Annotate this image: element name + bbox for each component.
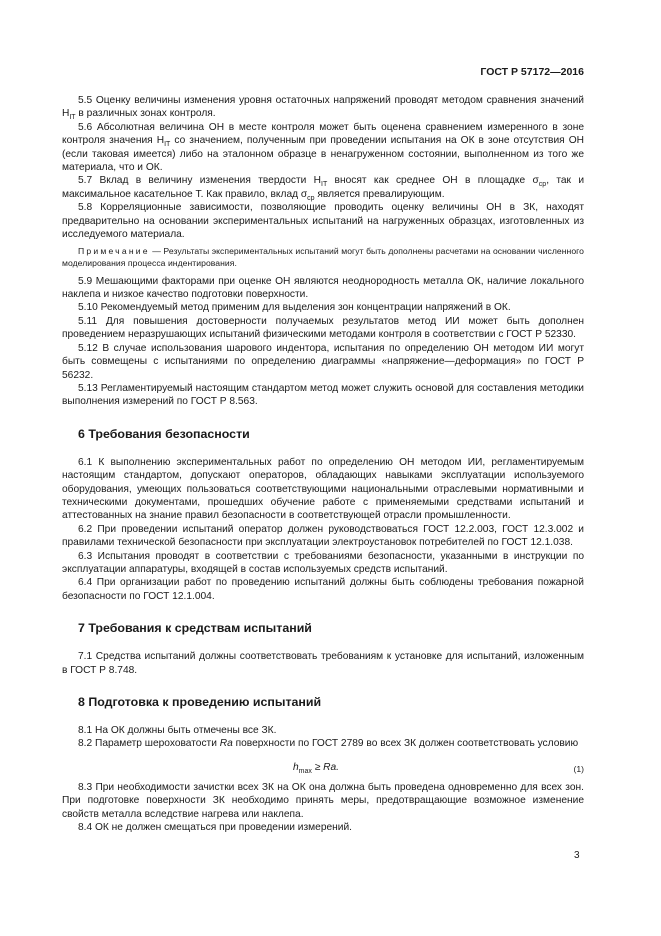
text-5-6a: 5.6 Абсолютная величина ОН в месте контроля может быть оценена сравнением измеренного в зоне контроля значения H	[62, 121, 584, 147]
paragraph-7-1: 7.1 Средства испытаний должны соответствовать требованиям к установке для испытаний, изложенным в ГОСТ Р 8.748.	[62, 651, 584, 676]
subscript-sr: ср	[307, 194, 315, 202]
paragraph-8-4: 8.4 ОК не должен смещаться при проведении измерений.	[78, 822, 353, 834]
paragraph-5-11: 5.11 Для повышения достоверности получаемых результатов метод ИИ может быть дополнен проведением неразрушающих испытаний физическими методами контроля в соответствии с ГОСТ Р 52330.	[62, 315, 584, 341]
text-5-6b: со значением, полученным при проведении испытания на ОК в зоне отсутствия ОН (если таковая имеется) либо на эталонном образце в ненагруженном состоянии, выполненном из того же материала, что и ОК.	[62, 135, 584, 174]
subscript-it: IT	[321, 181, 328, 189]
formula-expression	[293, 761, 339, 774]
subscript-sr: ср	[538, 181, 547, 189]
paragraph-5-5	[62, 94, 584, 121]
page-number: 3	[574, 850, 580, 861]
subscript-it: IT	[69, 114, 76, 122]
paragraph-6-3: 6.3 Испытания проводят в соответствии с требованиями безопасности, указанными в инструкции по эксплуатации аппаратуры, входящей в состав используемых средств испытаний.	[62, 550, 584, 575]
document-body	[62, 94, 584, 834]
formula-1	[62, 759, 584, 777]
paragraph-6-1: 6.1 К выполнению экспериментальных работ по определению ОН методом ИИ, регламентируемым настоящим стандартом, допускают операторов, обладающих навыками эксплуатации используемого оборудования, умеющих пользоваться соответствующими национальными отраслевыми нормативными и техническими документами, прошедших обучение работе с применяемыми средствами испытаний и аттестованных на знание правил безопасности в соответствующей отрасли промышленности.	[62, 456, 584, 522]
ra-symbol: Ra	[219, 738, 233, 750]
formula-number: (1)	[573, 763, 584, 774]
paragraph-5-7	[62, 174, 584, 201]
paragraph-8-3: 8.3 При необходимости зачистки всех ЗК на ОК она должна быть проведена одновременно для всех зон. При подготовке поверхности ЗК необходимо принять меры, предотвращающие возможное изменение свойств металла вследствие нагрева или наклепа.	[62, 781, 584, 820]
note	[62, 246, 584, 269]
text-5-5: 5.5 Оценку величины изменения уровня остаточных напряжений проводят методом сравнения значений H	[62, 95, 584, 120]
text-5-5-tail: в различных зонах контроля.	[75, 108, 216, 120]
note-label: Примечание	[78, 246, 150, 257]
text-8-2a: 8.2 Параметр шероховатости	[78, 738, 220, 750]
section-6-title: 6 Требования безопасности	[78, 426, 250, 441]
text-8-2b: поверхности по ГОСТ 2789 во всех ЗК должен соответствовать условию	[232, 738, 579, 750]
text-5-7c: , так и максимальное касательное T. Как правило, вклад σ	[62, 175, 585, 200]
paragraph-8-1: 8.1 На ОК должны быть отмечены все ЗК.	[78, 725, 277, 736]
text-5-7a: 5.7 Вклад в величину изменения твердости H	[78, 175, 321, 187]
text-5-7b: вносят как среднее ОН в площадке σ	[327, 175, 539, 187]
text-5-7d: является превалирующим.	[314, 188, 445, 200]
paragraph-5-12: 5.12 В случае использования шарового индентора, испытания по определению ОН методом ИИ могут быть совмещены с испытаниями по определению диаграммы «напряжение—деформация» по ГОСТ Р 56232.	[62, 342, 584, 381]
paragraph-5-13: 5.13 Регламентируемый настоящим стандартом метод может служить основой для составления методики выполнения измерений по ГОСТ Р 8.563.	[62, 382, 584, 408]
subscript-it: IT	[164, 141, 171, 149]
paragraph-5-8: 5.8 Корреляционные зависимости, позволяющие проводить оценку величины ОН в ЗК, находят предварительно на основании экспериментальных испытаний на нагруженных образцах, изготовленных из исследуемого материала.	[62, 202, 584, 241]
paragraph-5-6	[62, 121, 584, 175]
paragraph-6-4: 6.4 При организации работ по проведению испытаний должны быть соблюдены требования пожарной безопасности по ГОСТ 12.1.004.	[62, 577, 584, 602]
section-8-title: 8 Подготовка к проведению испытаний	[78, 695, 322, 709]
paragraph-6-2: 6.2 При проведении испытаний оператор должен руководствоваться ГОСТ 12.2.003, ГОСТ 12.3.002 и правилами технической безопасности при эксплуатации электроустановок потребителей по ГОСТ 12.1.038.	[62, 523, 584, 549]
formula-rest: ≥ Ra.	[311, 761, 340, 773]
paragraph-5-9: 5.9 Мешающими факторами при оценке ОН являются неоднородность металла ОК, наличие локального наклепа и низкое качество подготовки поверхности.	[62, 275, 584, 301]
section-7-title: 7 Требования к средствам испытаний	[78, 621, 312, 636]
note-text: — Результаты экспериментальных испытаний могут быть дополнены расчетами на основании численного моделирования процесса индентирования.	[62, 246, 584, 269]
formula-h: h	[293, 761, 299, 773]
paragraph-8-2	[62, 737, 584, 750]
document-code: ГОСТ Р 57172—2016	[480, 66, 584, 78]
paragraph-5-10: 5.10 Рекомендуемый метод применим для выделения зон концентрации напряжений в ОК.	[78, 302, 511, 314]
formula-subscript: max	[298, 767, 312, 775]
